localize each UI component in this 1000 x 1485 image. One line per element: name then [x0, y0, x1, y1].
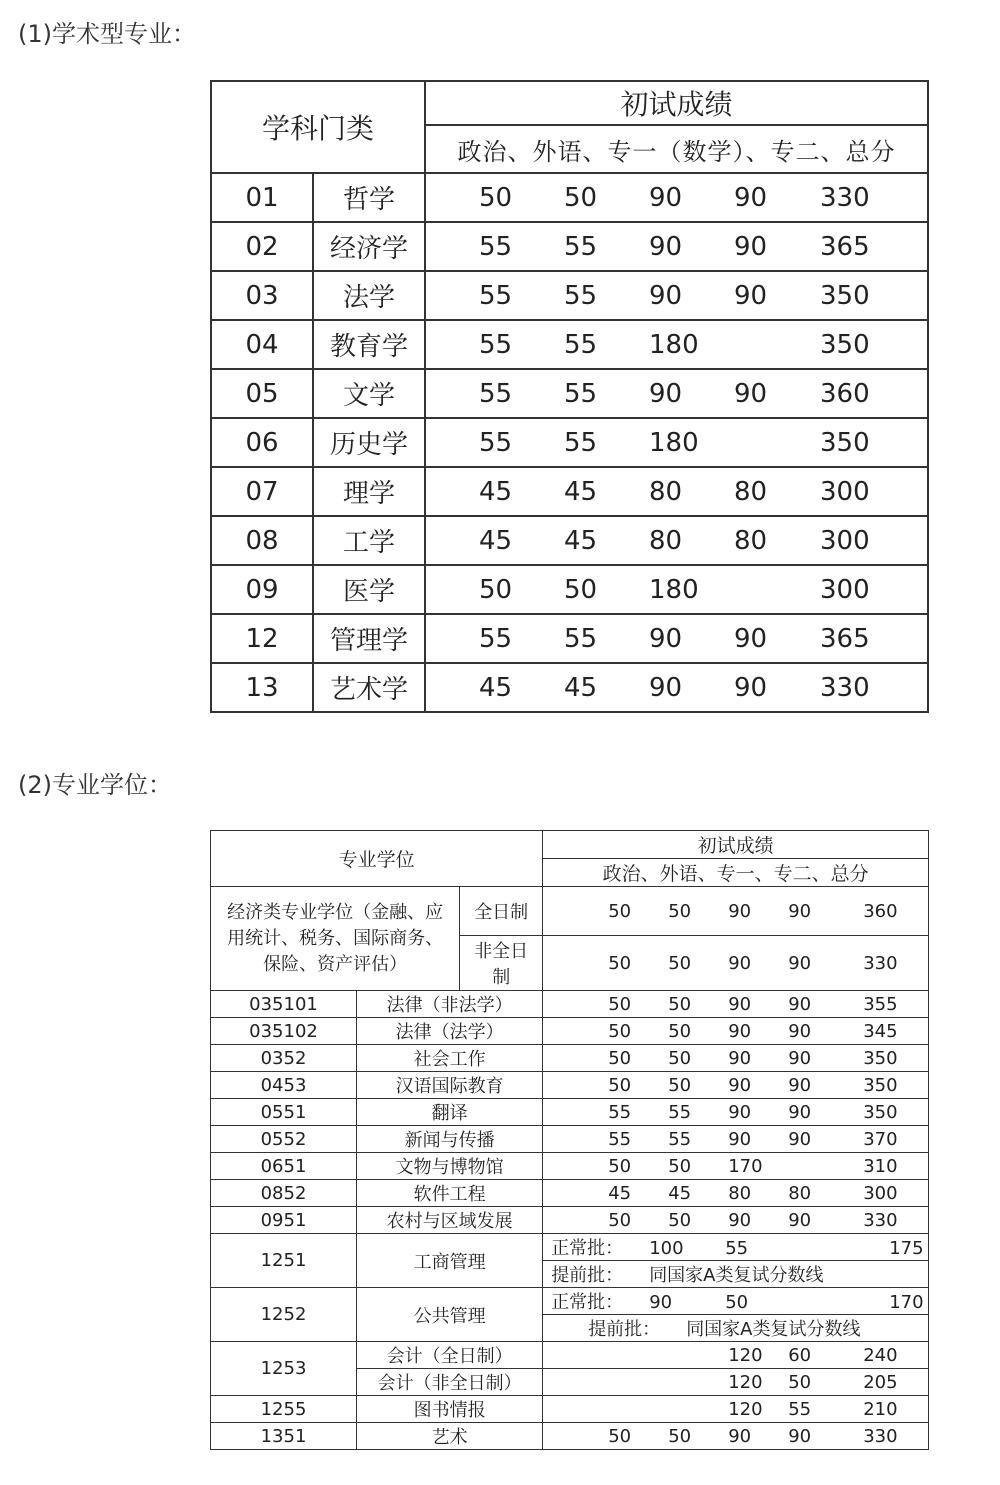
- academic-table-body: [211, 173, 928, 712]
- table-row: [211, 1207, 929, 1234]
- acct-fulltime-name: 会计（全日制）: [357, 1342, 543, 1369]
- header-subjects: 政治、外语、专一、专二、总分: [543, 859, 929, 887]
- category-code: 05: [211, 369, 313, 418]
- category-code: 02: [211, 222, 313, 271]
- score-politics: 55: [608, 1101, 632, 1123]
- category-code: 12: [211, 614, 313, 663]
- score-total: 310: [863, 1155, 898, 1177]
- lib-name: 图书情报: [357, 1396, 543, 1423]
- score-language: 50: [668, 1047, 692, 1069]
- table-row: [211, 467, 928, 516]
- score-major1: 170: [728, 1155, 763, 1177]
- score-total: 360: [863, 900, 898, 922]
- category-scores: [425, 173, 928, 222]
- table-row: [211, 1180, 929, 1207]
- score-major1: 90: [649, 378, 683, 409]
- category-code: 04: [211, 320, 313, 369]
- score-major1: 90: [728, 1074, 752, 1096]
- score-major1: 120: [728, 1398, 763, 1420]
- category-name: 理学: [313, 467, 425, 516]
- table-row: [211, 320, 928, 369]
- econ-degree-label: 经济类专业学位（金融、应用统计、税务、国际商务、保险、资产评估）: [211, 887, 460, 991]
- score-total: 240: [863, 1344, 898, 1366]
- table-row: [211, 516, 928, 565]
- table-row: [211, 1153, 929, 1180]
- header-category: 学科门类: [211, 81, 425, 173]
- category-name: 文学: [313, 369, 425, 418]
- regular-batch-major1: 90: [649, 1292, 673, 1313]
- category-name: 艺术学: [313, 663, 425, 712]
- score-language: 55: [564, 378, 598, 409]
- score-major2: 90: [734, 672, 768, 703]
- degree-name: 法律（非法学）: [357, 991, 543, 1018]
- mpa-early-batch: [543, 1315, 929, 1342]
- score-total: 300: [820, 476, 870, 507]
- score-politics: 50: [608, 1425, 632, 1447]
- regular-batch-label: 正常批：: [551, 1238, 624, 1259]
- score-major2: 90: [734, 378, 768, 409]
- score-major2: 80: [788, 1182, 812, 1204]
- score-major1: 90: [649, 231, 683, 262]
- category-name: 管理学: [313, 614, 425, 663]
- category-scores: [425, 614, 928, 663]
- score-language: 50: [668, 1209, 692, 1231]
- acct-fulltime-scores: [543, 1342, 929, 1369]
- score-language: 50: [668, 1155, 692, 1177]
- degree-code: 0352: [211, 1045, 357, 1072]
- degree-name: 社会工作: [357, 1045, 543, 1072]
- header-subjects: 政治、外语、专一（数学）、专二、总分: [425, 125, 928, 173]
- header-degree: 专业学位: [211, 831, 543, 887]
- score-politics: 50: [608, 1020, 632, 1042]
- score-major2: 90: [788, 1074, 812, 1096]
- score-politics: 55: [479, 427, 513, 458]
- degree-code: 035102: [211, 1018, 357, 1045]
- regular-batch-major2: 55: [725, 1238, 749, 1259]
- score-language: 50: [668, 993, 692, 1015]
- score-major2: 90: [734, 280, 768, 311]
- score-politics: 45: [608, 1182, 632, 1204]
- score-politics: 50: [608, 1074, 632, 1096]
- degree-scores: [543, 1018, 929, 1045]
- score-major1: 90: [728, 1047, 752, 1069]
- score-major1: 180: [649, 427, 699, 458]
- category-name: 经济学: [313, 222, 425, 271]
- table-row: [211, 1099, 929, 1126]
- score-total: 350: [820, 329, 870, 360]
- econ-parttime-label: 非全日制: [460, 936, 543, 991]
- score-politics: 55: [479, 623, 513, 654]
- degree-name: 法律（法学）: [357, 1018, 543, 1045]
- score-major1: 90: [728, 1020, 752, 1042]
- acct-code: 1253: [211, 1342, 357, 1396]
- early-batch-note: 同国家A类复试分数线: [686, 1319, 861, 1340]
- category-name: 哲学: [313, 173, 425, 222]
- degree-code: 0552: [211, 1126, 357, 1153]
- mba-regular-batch: [543, 1234, 929, 1261]
- score-total: 330: [820, 182, 870, 213]
- degree-name: 翻译: [357, 1099, 543, 1126]
- table-row: [211, 663, 928, 712]
- score-major1: 90: [728, 1425, 752, 1447]
- score-politics: 55: [479, 329, 513, 360]
- score-total: 360: [820, 378, 870, 409]
- mba-early-batch: [543, 1261, 929, 1288]
- art-code: 1351: [211, 1423, 357, 1450]
- score-major1: 80: [649, 525, 683, 556]
- score-major1: 90: [728, 993, 752, 1015]
- score-major2: 90: [788, 1020, 812, 1042]
- score-total: 300: [820, 574, 870, 605]
- score-politics: 55: [608, 1128, 632, 1150]
- score-total: 300: [863, 1182, 898, 1204]
- acct-parttime-name: 会计（非全日制）: [357, 1369, 543, 1396]
- category-code: 08: [211, 516, 313, 565]
- category-scores: [425, 565, 928, 614]
- degree-scores: [543, 1126, 929, 1153]
- category-code: 06: [211, 418, 313, 467]
- score-language: 45: [564, 476, 598, 507]
- mpa-code: 1252: [211, 1288, 357, 1342]
- degree-code: 0453: [211, 1072, 357, 1099]
- score-major1: 80: [649, 476, 683, 507]
- score-language: 50: [668, 1425, 692, 1447]
- score-politics: 55: [479, 378, 513, 409]
- category-name: 教育学: [313, 320, 425, 369]
- art-name: 艺术: [357, 1423, 543, 1450]
- econ-fulltime-scores: [543, 887, 929, 936]
- section-title-professional: (2)专业学位：: [18, 771, 172, 799]
- score-major2: 90: [734, 623, 768, 654]
- score-language: 55: [564, 329, 598, 360]
- section-title-academic: (1)学术型专业：: [18, 20, 196, 48]
- score-language: 50: [564, 182, 598, 213]
- score-major1: 90: [728, 952, 752, 974]
- score-major2: 90: [734, 182, 768, 213]
- score-major2: 90: [734, 231, 768, 262]
- degree-code: 0651: [211, 1153, 357, 1180]
- regular-batch-major1: 100: [649, 1238, 684, 1259]
- score-total: 330: [863, 1425, 898, 1447]
- score-major1: 90: [649, 623, 683, 654]
- table-row: [211, 614, 928, 663]
- degree-scores: [543, 1180, 929, 1207]
- table-row: [211, 173, 928, 222]
- score-total: 365: [820, 623, 870, 654]
- score-total: 330: [820, 672, 870, 703]
- regular-batch-total: 170: [889, 1292, 924, 1313]
- score-politics: 50: [608, 900, 632, 922]
- score-total: 350: [820, 280, 870, 311]
- score-language: 50: [668, 900, 692, 922]
- score-politics: 50: [608, 993, 632, 1015]
- score-politics: 50: [608, 1047, 632, 1069]
- academic-score-table: [210, 80, 929, 713]
- score-major1: 120: [728, 1371, 763, 1393]
- table-row: [211, 1045, 929, 1072]
- score-total: 330: [863, 952, 898, 974]
- score-major1: 90: [649, 182, 683, 213]
- degree-code: 0852: [211, 1180, 357, 1207]
- category-scores: [425, 369, 928, 418]
- score-language: 50: [668, 952, 692, 974]
- degree-name: 新闻与传播: [357, 1126, 543, 1153]
- score-total: 330: [863, 1209, 898, 1231]
- score-major2: 50: [788, 1371, 812, 1393]
- score-major1: 90: [728, 1101, 752, 1123]
- score-total: 365: [820, 231, 870, 262]
- art-scores: [543, 1423, 929, 1450]
- category-scores: [425, 222, 928, 271]
- score-major1: 90: [728, 900, 752, 922]
- degree-scores: [543, 1153, 929, 1180]
- score-major2: 90: [788, 1209, 812, 1231]
- category-scores: [425, 418, 928, 467]
- degree-name: 汉语国际教育: [357, 1072, 543, 1099]
- lib-code: 1255: [211, 1396, 357, 1423]
- score-language: 45: [564, 525, 598, 556]
- score-politics: 45: [479, 476, 513, 507]
- score-politics: 50: [479, 182, 513, 213]
- degree-code: 0551: [211, 1099, 357, 1126]
- header-initial-scores: 初试成绩: [425, 81, 928, 125]
- score-language: 50: [668, 1074, 692, 1096]
- degree-scores: [543, 991, 929, 1018]
- table-row: [211, 1072, 929, 1099]
- score-major1: 90: [649, 672, 683, 703]
- score-total: 205: [863, 1371, 898, 1393]
- early-batch-label: 提前批：: [588, 1319, 661, 1340]
- score-major2: 90: [788, 1425, 812, 1447]
- degree-code: 0951: [211, 1207, 357, 1234]
- table-row: [211, 991, 929, 1018]
- regular-batch-label: 正常批：: [551, 1292, 624, 1313]
- score-major1: 90: [728, 1128, 752, 1150]
- score-politics: 45: [479, 672, 513, 703]
- degree-name: 农村与区域发展: [357, 1207, 543, 1234]
- score-major2: 90: [788, 1128, 812, 1150]
- score-total: 300: [820, 525, 870, 556]
- regular-batch-major2: 50: [725, 1292, 749, 1313]
- category-scores: [425, 467, 928, 516]
- category-name: 法学: [313, 271, 425, 320]
- score-major1: 90: [649, 280, 683, 311]
- score-major2: 90: [788, 993, 812, 1015]
- table-row: [211, 222, 928, 271]
- category-name: 医学: [313, 565, 425, 614]
- score-language: 55: [564, 427, 598, 458]
- score-major2: 60: [788, 1344, 812, 1366]
- score-politics: 50: [608, 1155, 632, 1177]
- score-major2: 90: [788, 900, 812, 922]
- mpa-regular-batch: [543, 1288, 929, 1315]
- score-total: 355: [863, 993, 898, 1015]
- degree-scores: [543, 1045, 929, 1072]
- score-major2: 55: [788, 1398, 812, 1420]
- degree-name: 文物与博物馆: [357, 1153, 543, 1180]
- econ-parttime-scores: [543, 936, 929, 991]
- score-total: 210: [863, 1398, 898, 1420]
- score-total: 345: [863, 1020, 898, 1042]
- category-scores: [425, 516, 928, 565]
- score-language: 45: [668, 1182, 692, 1204]
- professional-table-body: [211, 991, 929, 1234]
- score-major2: 90: [788, 952, 812, 974]
- score-major2: 90: [788, 1047, 812, 1069]
- score-major1: 120: [728, 1344, 763, 1366]
- category-code: 07: [211, 467, 313, 516]
- score-major2: 80: [734, 476, 768, 507]
- score-politics: 50: [608, 952, 632, 974]
- score-politics: 50: [479, 574, 513, 605]
- score-language: 50: [668, 1020, 692, 1042]
- score-total: 350: [863, 1074, 898, 1096]
- score-total: 350: [863, 1101, 898, 1123]
- score-language: 55: [564, 623, 598, 654]
- score-language: 50: [564, 574, 598, 605]
- score-major2: 80: [734, 525, 768, 556]
- score-language: 55: [564, 280, 598, 311]
- table-row: [211, 369, 928, 418]
- score-language: 55: [668, 1101, 692, 1123]
- table-row: [211, 565, 928, 614]
- lib-scores: [543, 1396, 929, 1423]
- acct-parttime-scores: [543, 1369, 929, 1396]
- professional-score-table: [210, 830, 929, 1450]
- score-total: 350: [863, 1047, 898, 1069]
- score-total: 370: [863, 1128, 898, 1150]
- table-row: [211, 1126, 929, 1153]
- score-major1: 80: [728, 1182, 752, 1204]
- score-politics: 45: [479, 525, 513, 556]
- table-row: [211, 271, 928, 320]
- category-scores: [425, 271, 928, 320]
- score-politics: 55: [479, 231, 513, 262]
- score-politics: 50: [608, 1209, 632, 1231]
- score-language: 55: [668, 1128, 692, 1150]
- category-scores: [425, 320, 928, 369]
- category-code: 09: [211, 565, 313, 614]
- score-politics: 55: [479, 280, 513, 311]
- category-name: 工学: [313, 516, 425, 565]
- degree-scores: [543, 1099, 929, 1126]
- score-total: 350: [820, 427, 870, 458]
- degree-code: 035101: [211, 991, 357, 1018]
- score-major1: 90: [728, 1209, 752, 1231]
- table-row: [211, 1018, 929, 1045]
- category-code: 03: [211, 271, 313, 320]
- category-code: 01: [211, 173, 313, 222]
- degree-scores: [543, 1207, 929, 1234]
- table-row: [211, 418, 928, 467]
- score-major1: 180: [649, 329, 699, 360]
- score-language: 45: [564, 672, 598, 703]
- degree-name: 软件工程: [357, 1180, 543, 1207]
- score-language: 55: [564, 231, 598, 262]
- category-name: 历史学: [313, 418, 425, 467]
- mba-code: 1251: [211, 1234, 357, 1288]
- early-batch-note: 同国家A类复试分数线: [649, 1265, 824, 1286]
- score-major2: 90: [788, 1101, 812, 1123]
- econ-fulltime-label: 全日制: [460, 887, 543, 936]
- mpa-name: 公共管理: [357, 1288, 543, 1342]
- degree-scores: [543, 1072, 929, 1099]
- category-code: 13: [211, 663, 313, 712]
- regular-batch-total: 175: [889, 1238, 924, 1259]
- score-major1: 180: [649, 574, 699, 605]
- header-initial-scores: 初试成绩: [543, 831, 929, 859]
- mba-name: 工商管理: [357, 1234, 543, 1288]
- category-scores: [425, 663, 928, 712]
- early-batch-label: 提前批：: [551, 1265, 624, 1286]
